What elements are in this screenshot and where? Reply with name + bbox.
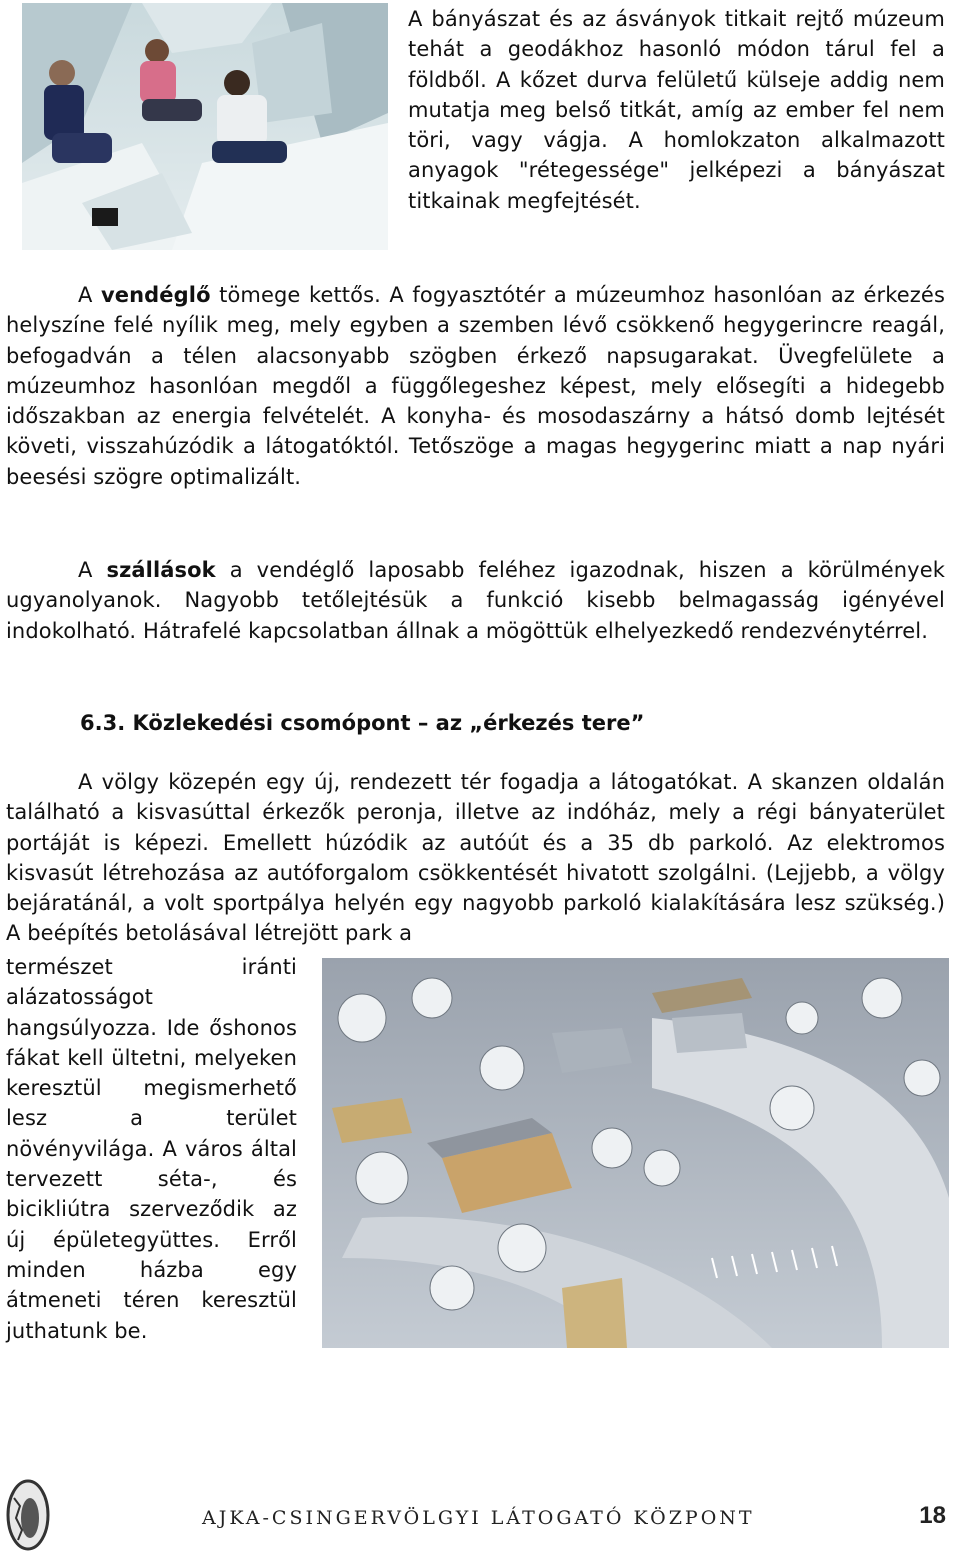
cave-crystal-photo — [22, 3, 388, 250]
accommodation-prefix: A — [78, 558, 107, 582]
restaurant-text: tömege kettős. A fogyasztótér a múzeumhoz hasonlóan az érkezés helyszíne felé nyílik meg, mely egyben a szemben lévő csökkenő hegygerincre reagál, befogadván a télen alacsonyabb szögben érkező napsugarakat. Üvegfelülete a múzeumhoz hasonlóan megdől a függőlegeshez képest, mely elősegíti a hidegebb időszakban az energia felvételét. A konyha- és mosodaszárny a hátsó domb lejtését követi, visszahúzódik a látogatóktól. Tetőszöge a magas hegygerinc miatt a nap nyári beesési szögre optimalizált. — [6, 283, 945, 489]
restaurant-keyword: vendéglő — [100, 283, 211, 307]
valley-paragraph — [6, 767, 945, 949]
restaurant-paragraph — [6, 280, 945, 492]
valley-text: A völgy közepén egy új, rendezett tér fogadja a látogatókat. A skanzen oldalán található a kisvasúttal érkezők peronja, illetve az indóház, mely a régi bányaterület portáját is képezi. Emellett húzódik az autóút és a 35 db parkoló. Az elektromos kisvasút létrehozása az autóforgalom csökkentését hivatott szolgálni. (Lejjebb, a völgy bejáratánál, a volt sportpálya helyén egy nagyobb parkoló kialakítására lesz szükség.) A beépítés betolásával létrejött park a — [6, 770, 945, 946]
section-heading: 6.3. Közlekedési csomópont – az „érkezés tere” — [80, 711, 645, 735]
accommodation-text: a vendéglő laposabb feléhez igazodnak, hiszen a körülmények ugyanolyanok. Nagyobb tetőlejtésük a funkció kisebb belmagasság igényével indokolható. Hátrafelé kapcsolatban állnak a mögöttük elhelyezkedő rendezvénytérrel. — [6, 558, 945, 643]
geode-logo-icon — [6, 1478, 50, 1552]
page-number: 18 — [919, 1502, 946, 1529]
site-render-image — [322, 958, 949, 1348]
restaurant-prefix: A — [78, 283, 101, 307]
intro-paragraph: A bányászat és az ásványok titkait rejtő múzeum tehát a geodákhoz hasonló módon tárul fel a földből. A kőzet durva felületű külseje addig nem mutatja meg belső titkát, amíg az ember fel nem töri, vagy vágja. A homlokzaton alkalmazott anyagok "rétegessége" jelképezi a bányászat titkainak megfejtését. — [408, 7, 945, 213]
footer-title: AJKA-CSINGERVÖLGYI LÁTOGATÓ KÖZPONT — [202, 1507, 755, 1529]
nature-paragraph: természet iránti alázatosságot hangsúlyozza. Ide őshonos fákat kell ültetni, melyeken keresztül megismerhető lesz a terület növényvilága. A város által tervezett séta-, és bicikliútra szerveződik az új épületegyüttes. Erről minden házba egy átmeneti téren keresztül juthatunk be. — [6, 955, 297, 1343]
accommodation-keyword: szállások — [106, 558, 216, 582]
accommodation-paragraph — [6, 555, 945, 646]
